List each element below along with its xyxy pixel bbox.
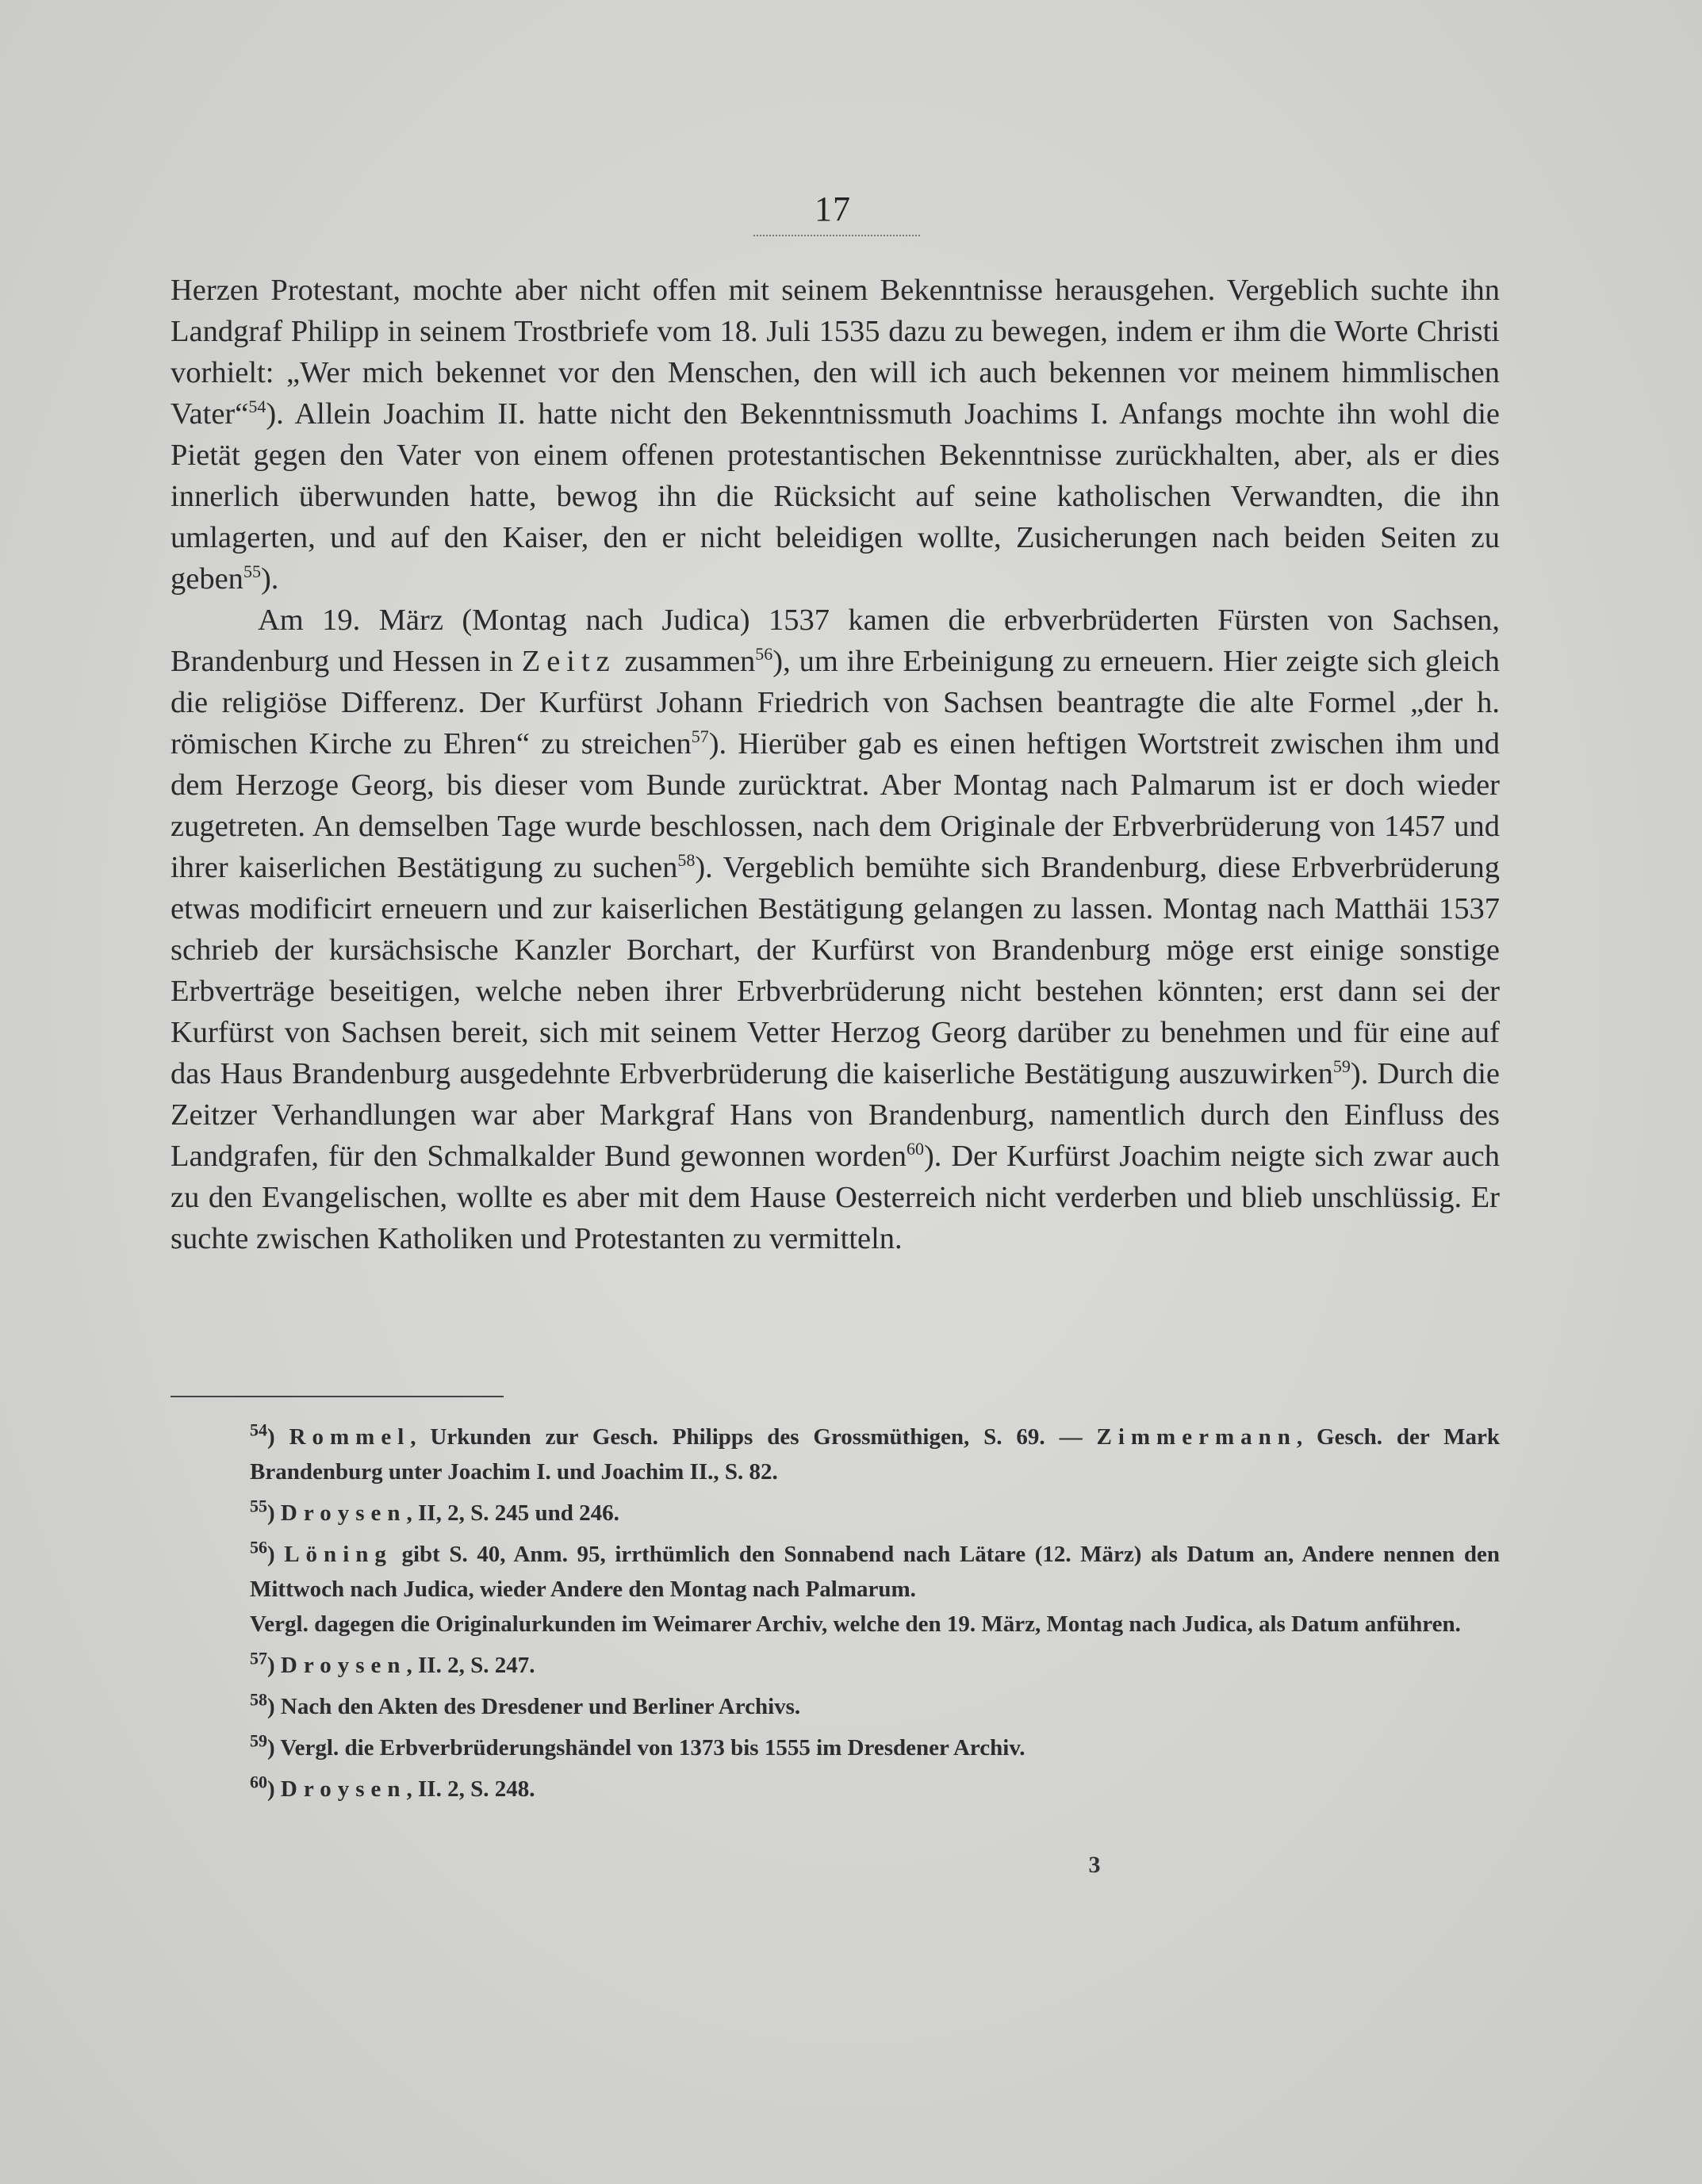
footnote-author: Zimmermann (1096, 1424, 1297, 1450)
footnote-58: $^{58}$) Nach den Akten des Dresdener und Berliner Archivs. (250, 1689, 801, 1719)
footnote-separator (171, 1396, 504, 1397)
page-number: 17 (815, 190, 851, 228)
footnote-text: , Urkunden zur Gesch. Philipps des Grossmüthigen, S. 69. — (410, 1424, 1097, 1450)
paragraph-2-part-c: ), um ihre Erbeinigung zu erneuern. Hier zeigte sich gleich die religiöse Differenz. Der Kurfürst Johann Friedrich von Sachsen beantragte die alte Formel „der h. römischen Kirche zu Ehren“ zu streichen (171, 645, 1500, 761)
footnote-54: $^{54}$) Rommel, Urkunden zur Gesch. Philipps des Grossmüthigen, S. 69. — Zimmermann, Gesch. der Mark Brandenburg unter Joachim I. und Joachim II., S. 82. (250, 1420, 1500, 1485)
footnote-author: Droysen (280, 1776, 407, 1802)
footnote-marker: 56 (250, 1537, 267, 1558)
body-text (171, 270, 1500, 1259)
paragraph-2-part-a: Am 19. März (Montag nach Judica) 1537 kamen die erbverbrüderten Fürsten von Sachsen, Brandenburg und Hessen in (171, 603, 1500, 678)
footnote-ref-57: 57 (691, 726, 709, 747)
footnote-57: $^{57}$) Droysen, II. 2, S. 247. (250, 1648, 535, 1678)
footnote-60: $^{60}$) Droysen, II. 2, S. 248. (250, 1772, 535, 1802)
footnote-text: , II. 2, S. 248. (406, 1776, 535, 1802)
footnote-ref-60: 60 (906, 1139, 924, 1159)
paragraph-2-part-f: ). Durch die Zeitzer Verhandlungen war aber Markgraf Hans von Brandenburg, namentlich durch den Einfluss des Landgrafen, für den Schmalkalder Bund gewonnen worden (171, 1057, 1501, 1173)
paragraph-1 (171, 270, 1500, 600)
footnote-marker: 60 (250, 1772, 267, 1792)
footnote-59: $^{59}$) Vergl. die Erbverbrüderungshändel von 1373 bis 1555 im Dresdener Archiv. (250, 1730, 1025, 1761)
footnote-56-continuation: Vergl. dagegen die Originalurkunden im Weimarer Archiv, welche den 19. März, Montag nach Judica, als Datum anführen. (250, 1611, 1461, 1637)
footnote-ref-55: 55 (243, 561, 261, 582)
footnote-text: Vergl. die Erbverbrüderungshändel von 1373 bis 1555 im Dresdener Archiv. (280, 1735, 1025, 1761)
footnote-author: Rommel (289, 1424, 411, 1450)
footnote-ref-59: 59 (1332, 1056, 1351, 1077)
footnote-ref-58: 58 (677, 850, 696, 871)
footnote-marker: 58 (250, 1689, 267, 1710)
footnote-text: gibt S. 40, Anm. 95, irrthümlich den Sonnabend nach Lätare (12. März) als Datum an, Andere nennen den Mittwoch nach Judica, wieder Andere den Montag nach Palmarum. (250, 1542, 1500, 1602)
paragraph-2-part-b: zusammen (615, 645, 756, 678)
paragraph-2-part-g: ). Der Kurfürst Joachim neigte sich zwar auch zu den Evangelischen, wollte es aber mit dem Hause Oesterreich nicht verderben und blieb unschlüssig. Er suchte zwischen Katholiken und Protestanten zu vermitteln. (171, 1140, 1501, 1255)
paragraph-2 (171, 600, 1500, 1259)
paragraph-2-part-d: ). Hierüber gab es einen heftigen Wortstreit zwischen ihm und dem Herzoge Georg, bis dieser vom Bunde zurücktrat. Aber Montag nach Palmarum ist er doch wieder zugetreten. An demselben Tage wurde beschlossen, nach dem Originale der Erbverbrüderung von 1457 und ihrer kaiserlichen Bestätigung zu suchen (171, 727, 1500, 884)
footnote-marker: 59 (250, 1730, 267, 1751)
footnote-marker: 54 (250, 1420, 267, 1440)
footnote-ref-54: 54 (248, 397, 266, 417)
footnote-author: Löning (284, 1542, 393, 1567)
footnote-56: $^{56}$) Löning gibt S. 40, Anm. 95, irrthümlich den Sonnabend nach Lätare (12. März) als Datum an, Andere nennen den Mittwoch nach Judica, wieder Andere den Montag nach Palmarum. Vergl. dagegen die Originalurkunden im Weimarer Archiv, welche den 19. März, Montag nach Judica, als Datum anführen. (171, 1537, 1500, 1642)
footnote-marker: 55 (250, 1496, 267, 1516)
footnote-marker: 57 (250, 1648, 267, 1669)
footnote-text: , Gesch. der Mark Brandenburg unter Joachim I. und Joachim II., S. 82. (250, 1424, 1500, 1485)
paragraph-1-part-a: Herzen Protestant, mochte aber nicht offen mit seinem Bekenntnisse herausgehen. Vergeblich suchte ihn Landgraf Philipp in seinem Trostbriefe vom 18. Juli 1535 dazu zu bewegen, indem er ihm die Worte Christi vorhielt: „Wer mich bekennet vor den Menschen, den will ich auch bekennen vor meinem himmlischen Vater“ (171, 274, 1500, 431)
footnote-text: Nach den Akten des Dresdener und Berliner Archivs. (280, 1694, 801, 1719)
footnote-55: $^{55}$) Droysen, II, 2, S. 245 und 246. (250, 1496, 619, 1526)
paragraph-1-part-b: ). Allein Joachim II. hatte nicht den Bekenntnissmuth Joachims I. Anfangs mochte ihn wohl die Pietät gegen den Vater von einem offenen protestantischen Bekenntnisse zurückhalten, aber, als er dies innerlich überwunden hatte, bewog ihn die Rücksicht auf seine katholischen Verwandten, die ihn umlagerten, und auf den Kaiser, den er nicht beleidigen wollte, Zusicherungen nach beiden Seiten zu geben (171, 397, 1500, 596)
footnote-author: Droysen (280, 1653, 407, 1678)
footnote-text: , II. 2, S. 247. (406, 1653, 535, 1678)
header-rule (753, 235, 920, 236)
footnote-text: , II, 2, S. 245 und 246. (406, 1500, 619, 1526)
paragraph-1-part-c: ). (260, 562, 279, 596)
footnote-author: Droysen (280, 1500, 407, 1526)
footnotes (171, 1420, 1500, 1813)
signature-mark: 3 (1088, 1852, 1101, 1878)
place-name-zeitz: Zeitz (521, 645, 616, 678)
footnote-ref-56: 56 (755, 644, 773, 665)
paragraph-2-part-e: ). Vergeblich bemühte sich Brandenburg, diese Erbverbrüderung etwas modificirt erneuern und zur kaiserlichen Bestätigung gelangen zu lassen. Montag nach Matthäi 1537 schrieb der kursächsische Kanzler Borchart, der Kurfürst von Brandenburg möge erst einige sonstige Erbverträge beseitigen, welche neben ihrer Erbverbrüderung nicht bestehen könnten; erst dann sei der Kurfürst von Sachsen bereit, sich mit seinem Vetter Herzog Georg darüber zu benehmen und für eine auf das Haus Brandenburg ausgedehnte Erbverbrüderung die kaiserliche Bestätigung auszuwirken (171, 851, 1500, 1090)
